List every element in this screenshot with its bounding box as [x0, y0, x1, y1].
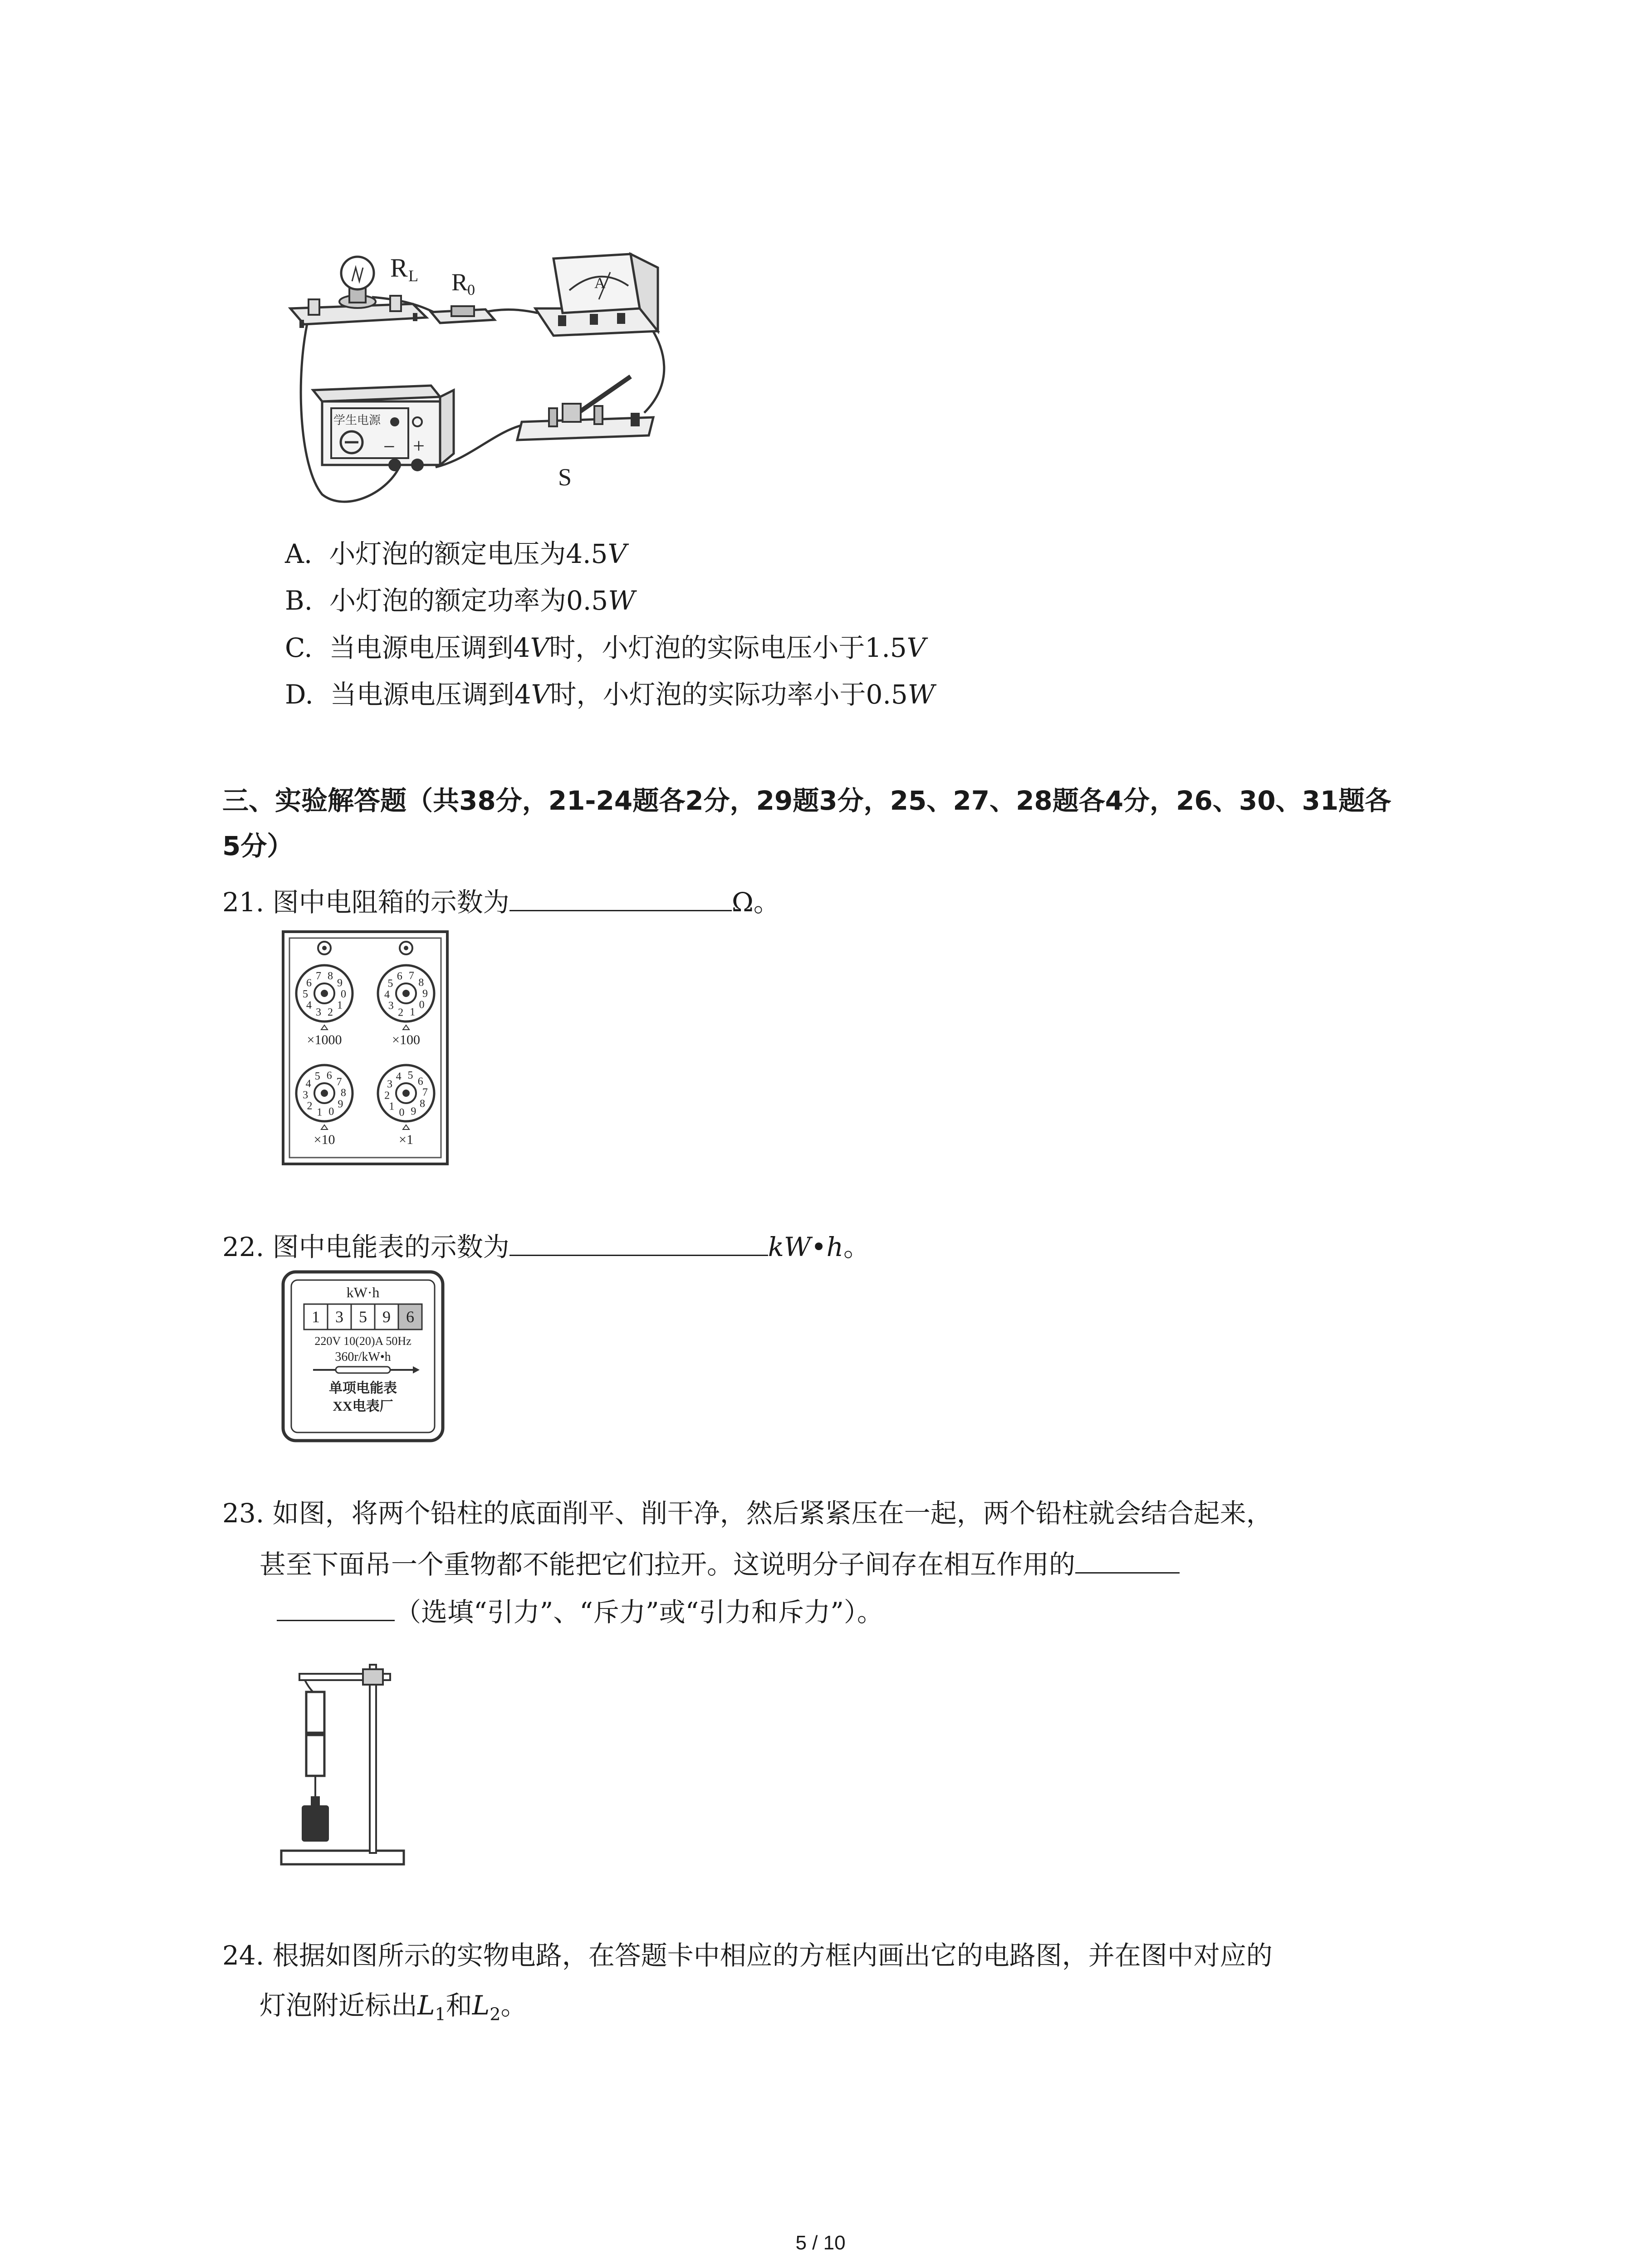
- dial-digit: 9: [337, 977, 343, 989]
- dial-digit: 1: [337, 999, 343, 1012]
- svg-text:A: A: [594, 275, 606, 292]
- switch-s: [517, 376, 653, 491]
- svg-text:+: +: [413, 434, 425, 457]
- dial-digit: 0: [341, 988, 346, 1000]
- dial-digit: 8: [418, 977, 424, 989]
- question-23-line2: 甚至下面吊一个重物都不能把它们拉开。这说明分子间存在相互作用的: [260, 1547, 1180, 1581]
- dial-label: ×10: [314, 1132, 335, 1147]
- option-a: A. 小灯泡的额定电压为4.5V: [285, 538, 627, 569]
- dial-digit: 0: [328, 1106, 334, 1118]
- dial-digit: 2: [398, 1007, 404, 1019]
- dial-digit: 0: [399, 1106, 405, 1119]
- meter-digit: 5: [359, 1308, 367, 1326]
- meter-digit: 6: [406, 1308, 414, 1326]
- dial-digit: 9: [338, 1098, 343, 1110]
- dial-digit: 8: [419, 1098, 425, 1110]
- s-label: S: [558, 464, 572, 491]
- dial-digit: 2: [384, 1090, 390, 1102]
- question-22: 22. 图中电能表的示数为 kW•h。: [222, 1229, 870, 1263]
- dial-digit: 5: [303, 988, 308, 1000]
- dial-digit: 3: [388, 1000, 394, 1012]
- dial-digit: 7: [316, 970, 322, 982]
- dial-digit: 7: [336, 1076, 342, 1088]
- dial-digit: 3: [387, 1078, 393, 1090]
- dial-digit: 6: [417, 1075, 423, 1088]
- dial-digit: 1: [410, 1006, 416, 1018]
- svg-text:0: 0: [467, 282, 475, 298]
- ammeter: [535, 254, 658, 336]
- meter-digit: 3: [335, 1308, 343, 1326]
- dial-digit: 5: [407, 1070, 413, 1082]
- option-b: B. 小灯泡的额定功率为0.5W: [285, 585, 635, 616]
- svg-text:L: L: [408, 267, 418, 285]
- option-d: D. 当电源电压调到4V时，小灯泡的实际功率小于0.5W: [285, 679, 935, 710]
- svg-text:360r/kW•h: 360r/kW•h: [335, 1350, 391, 1364]
- question-24: 24. 根据如图所示的实物电路，在答题卡中相应的方框内画出它的电路图，并在图中对应的: [222, 1940, 1273, 1971]
- answer-blank-23a: [1075, 1547, 1180, 1574]
- dial-digit: 1: [389, 1100, 395, 1113]
- dial-digit: 6: [397, 970, 402, 982]
- page-number: 5 / 10: [795, 2232, 846, 2254]
- question-21: 21. 图中电阻箱的示数为 Ω。: [222, 885, 780, 919]
- dial-label: ×100: [392, 1032, 420, 1047]
- resistance-box: [281, 930, 449, 1166]
- dial-digit: 3: [316, 1006, 322, 1018]
- dial-digit: 6: [306, 977, 312, 989]
- dial-digit: 6: [326, 1070, 332, 1082]
- dial-digit: 4: [384, 989, 390, 1001]
- power-supply: [313, 386, 454, 471]
- r0-label: R: [451, 269, 468, 296]
- dial-digit: 9: [411, 1105, 416, 1118]
- option-c: C. 当电源电压调到4V时，小灯泡的实际电压小于1.5V: [285, 632, 926, 663]
- dial-digit: 4: [305, 1078, 311, 1090]
- lead-cylinders-apparatus: [277, 1651, 408, 1869]
- svg-text:学生电源: 学生电源: [333, 414, 381, 427]
- dial-digit: 8: [327, 970, 333, 982]
- dial-digit: 5: [314, 1070, 320, 1082]
- dial-digit: 7: [408, 970, 414, 982]
- dial-digit: 5: [387, 978, 393, 990]
- question-23-line3: （选填“引力”、“斥力”或“引力和斥力”）。: [277, 1594, 883, 1628]
- meter-digit: 1: [312, 1308, 320, 1326]
- meter-digit: 9: [382, 1308, 391, 1326]
- svg-text:−: −: [383, 435, 395, 458]
- svg-text:单项电能表: 单项电能表: [329, 1381, 397, 1396]
- dial-digit: 4: [396, 1070, 402, 1083]
- dial-label: ×1000: [307, 1032, 342, 1047]
- answer-blank-22: [509, 1229, 768, 1256]
- dial-label: ×1: [399, 1132, 413, 1147]
- answer-blank-21: [509, 885, 732, 911]
- svg-text:220V 10(20)A 50Hz: 220V 10(20)A 50Hz: [314, 1334, 411, 1348]
- energy-meter: [281, 1270, 445, 1442]
- dial-digit: 8: [340, 1087, 346, 1099]
- svg-text:XX电表厂: XX电表厂: [333, 1399, 393, 1414]
- circuit-diagram: [281, 240, 735, 522]
- rl-label: R: [390, 253, 408, 283]
- dial-digit: 0: [419, 999, 425, 1011]
- svg-text:kW·h: kW·h: [346, 1284, 380, 1300]
- section-heading: 三、实验解答题（共38分，21-24题各2分，29题3分，25、27、28题各4分，26、30、31题各 5分）: [222, 785, 1391, 861]
- question-24-line2: 灯泡附近标出$L_1$和$L_2$。: [260, 1990, 527, 2024]
- dial-digit: 9: [422, 987, 428, 1000]
- dial-digit: 3: [303, 1089, 309, 1101]
- dial-digit: 2: [307, 1100, 313, 1112]
- question-23: 23. 如图，将两个铅柱的底面削平、削干净，然后紧紧压在一起，两个铅柱就会结合起来，: [222, 1498, 1273, 1529]
- dial-digit: 1: [317, 1106, 323, 1119]
- answer-blank-23b: [277, 1594, 395, 1621]
- dial-digit: 7: [422, 1086, 428, 1099]
- dial-digit: 2: [327, 1006, 333, 1018]
- dial-digit: 4: [306, 999, 312, 1012]
